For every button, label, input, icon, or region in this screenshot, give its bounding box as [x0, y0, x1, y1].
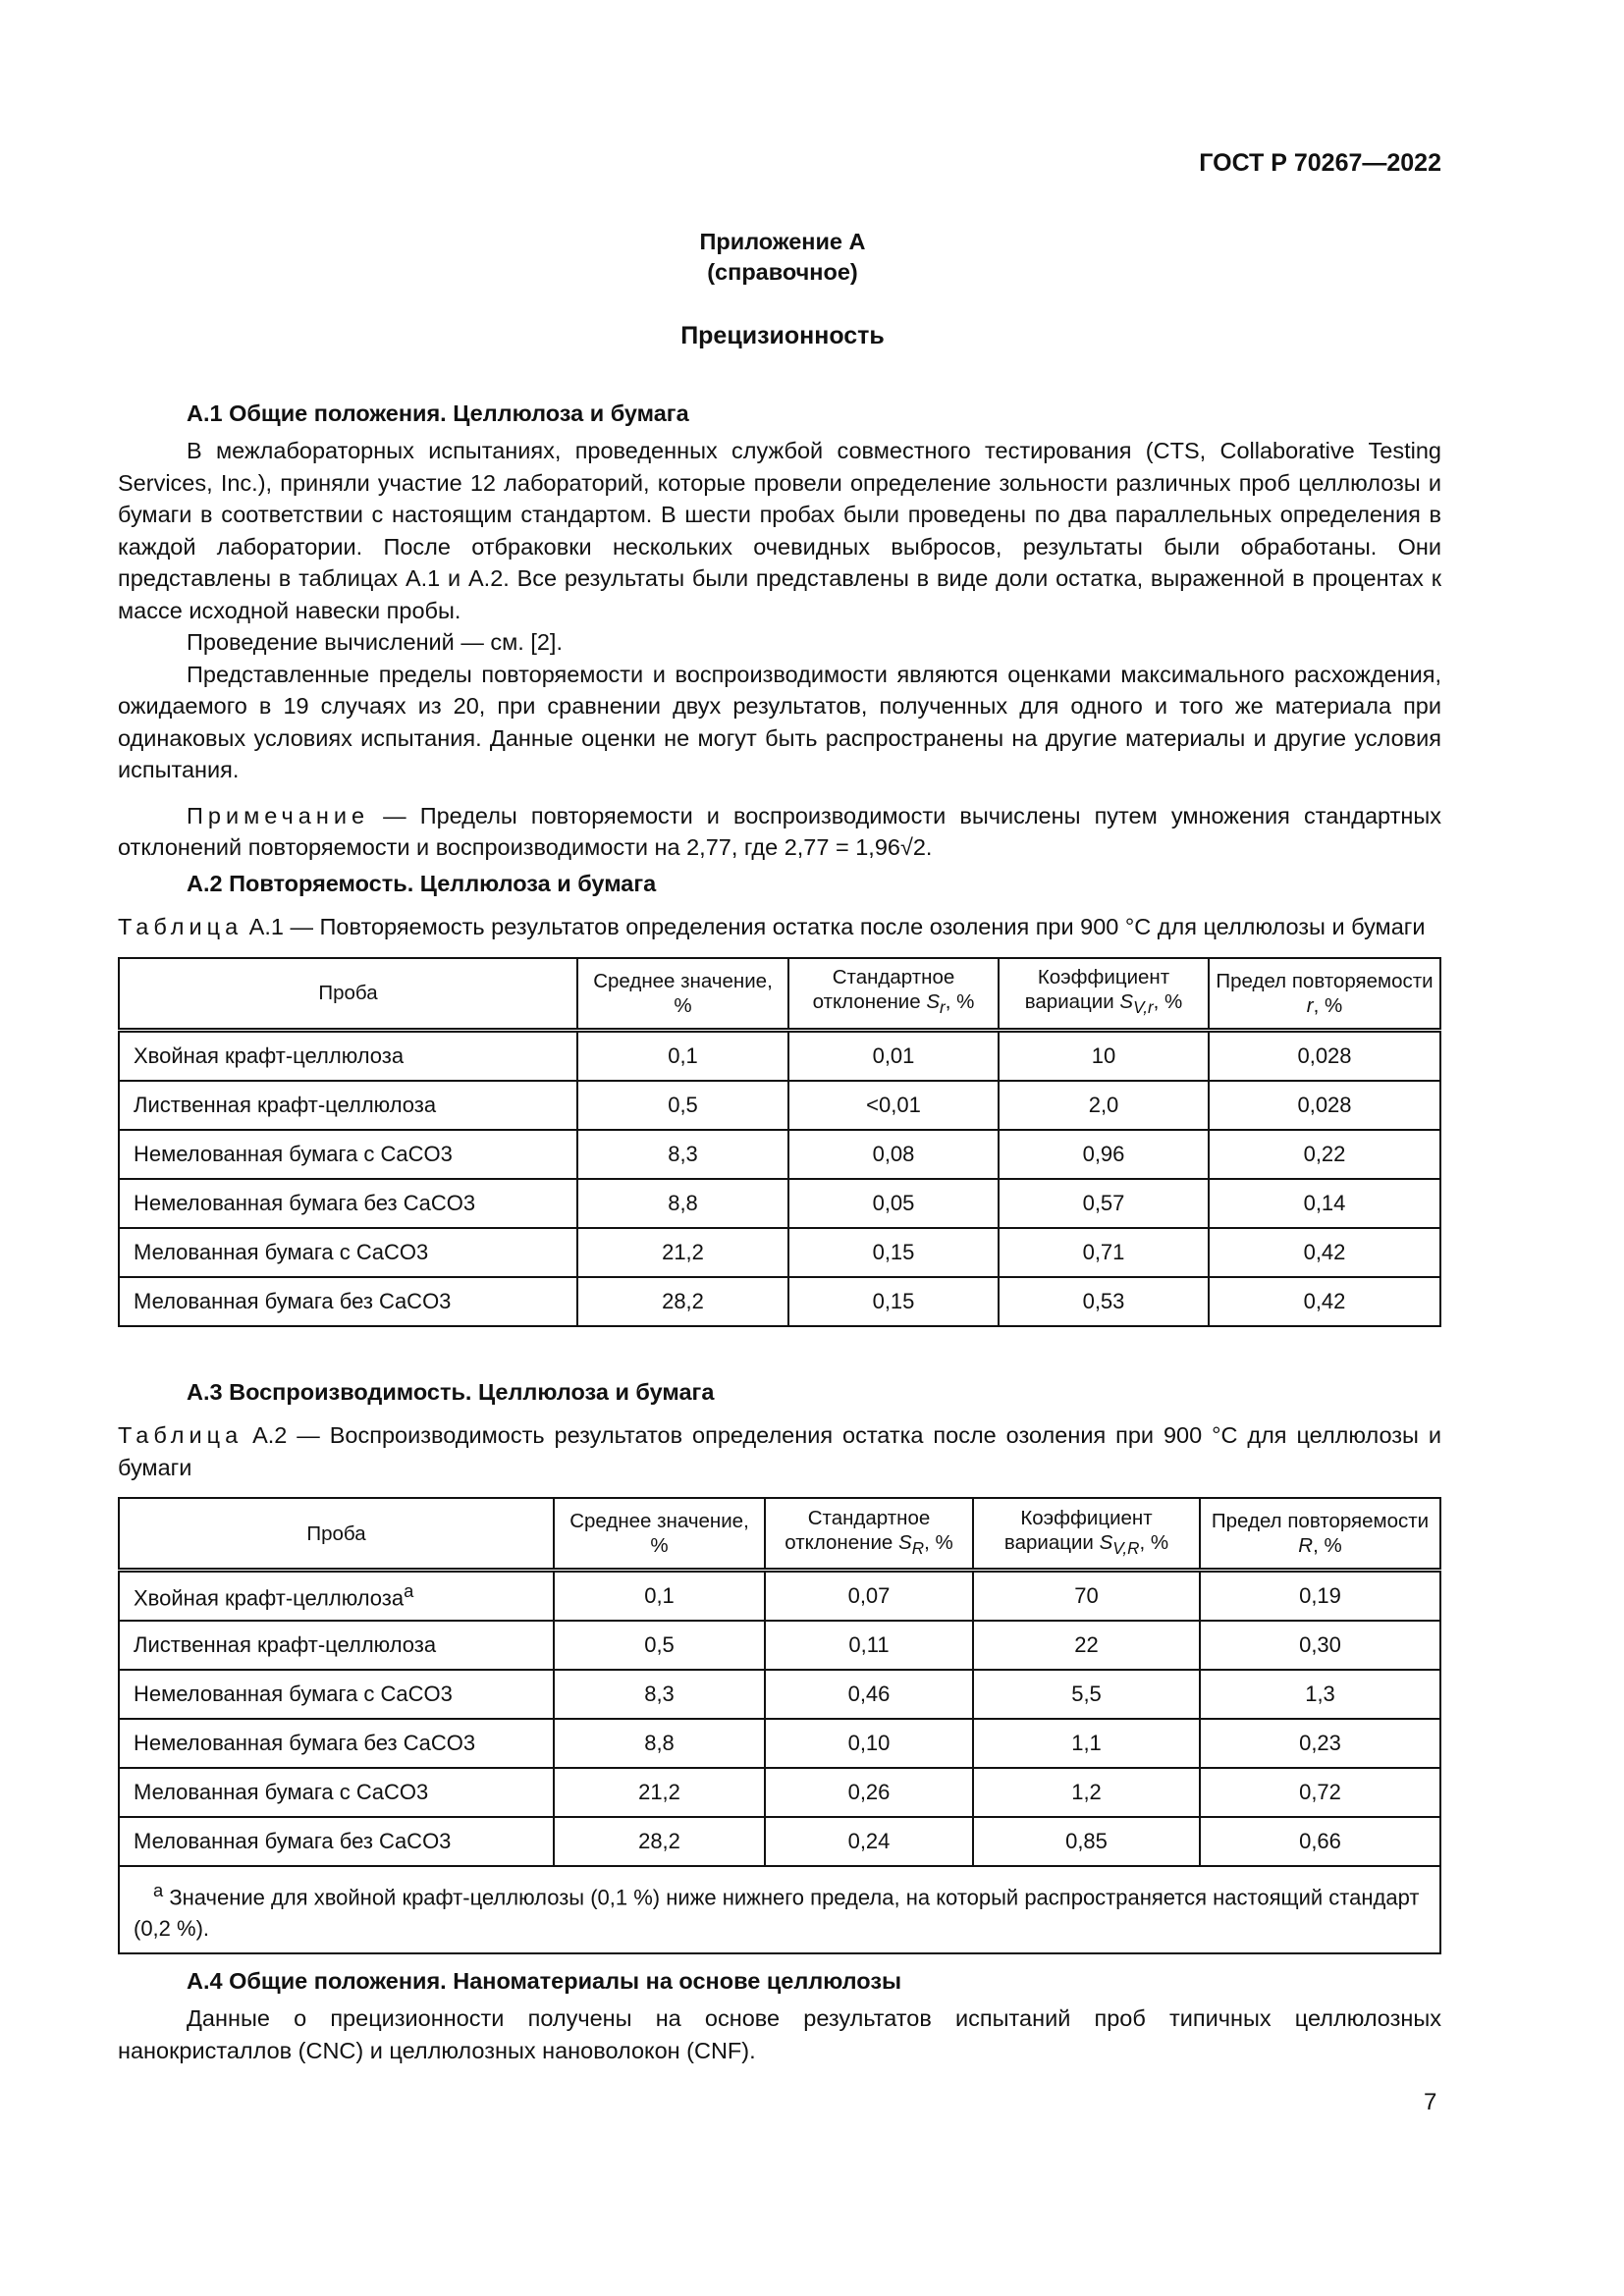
value-cell: 0,71 [999, 1228, 1209, 1277]
value-cell: 0,08 [788, 1130, 999, 1179]
value-cell: 0,96 [999, 1130, 1209, 1179]
value-cell: 0,26 [765, 1768, 973, 1817]
column-header: Коэффициент вариации $S_{V,r}$, % [999, 958, 1209, 1031]
value-cell: 0,30 [1200, 1621, 1440, 1670]
table-a1 [118, 957, 1441, 1327]
value-cell: 8,8 [554, 1719, 765, 1768]
column-header: Коэффициент вариации $S_{V,R}$, % [973, 1498, 1200, 1571]
sample-name-cell: Лиственная крафт-целлюлоза [119, 1621, 554, 1670]
sample-name-cell: Немелованная бумага без CaCO3 [119, 1719, 554, 1768]
value-cell: 0,14 [1209, 1179, 1440, 1228]
value-cell: 0,028 [1209, 1030, 1440, 1081]
page-number: 7 [1424, 2089, 1437, 2115]
value-cell: 0,1 [554, 1571, 765, 1622]
table-row [119, 1817, 1440, 1866]
appendix-subtitle: (справочное) [707, 259, 858, 285]
sample-name-cell: Немелованная бумага с CaCO3 [119, 1130, 577, 1179]
value-cell: 8,3 [577, 1130, 788, 1179]
value-cell: 1,3 [1200, 1670, 1440, 1719]
value-cell: 28,2 [577, 1277, 788, 1326]
table-row [119, 1277, 1440, 1326]
table-row [119, 1130, 1440, 1179]
sample-name-cell: Хвойная крафт-целлюлоза [119, 1030, 577, 1081]
value-cell: 0,53 [999, 1277, 1209, 1326]
sample-name-cell: Мелованная бумага без CaCO3 [119, 1817, 554, 1866]
column-header: Предел повторяемости r, % [1209, 958, 1440, 1031]
value-cell: 21,2 [577, 1228, 788, 1277]
column-header: Стандартное отклонение $S_r$, % [788, 958, 999, 1031]
a3-heading: А.3 Воспроизводимость. Целлюлоза и бумага [187, 1379, 715, 1405]
appendix-title: Приложение А [699, 229, 866, 254]
value-cell: 0,72 [1200, 1768, 1440, 1817]
section-heading: Прецизионность [680, 322, 885, 349]
table-a2 [118, 1497, 1441, 1954]
a1-heading: А.1 Общие положения. Целлюлоза и бумага [187, 400, 689, 426]
a1-note [118, 800, 1441, 864]
sample-name-cell: Немелованная бумага с CaCO3 [119, 1670, 554, 1719]
table-row [119, 1179, 1440, 1228]
value-cell: 5,5 [973, 1670, 1200, 1719]
value-cell: 28,2 [554, 1817, 765, 1866]
footnote-text: Значение для хвойной крафт-целлюлозы (0,1 %) ниже нижнего предела, на который распространяется настоящий стандарт (0,2 %). [134, 1885, 1420, 1942]
column-header: Предел повторяемости R, % [1200, 1498, 1440, 1571]
value-cell: 0,46 [765, 1670, 973, 1719]
column-header: Среднее значение, % [554, 1498, 765, 1571]
caption-label: Таблица [118, 914, 244, 939]
sample-name-cell: Мелованная бумага с CaCO3 [119, 1768, 554, 1817]
value-cell: 0,1 [577, 1030, 788, 1081]
value-cell: 21,2 [554, 1768, 765, 1817]
table-row [119, 1030, 1440, 1081]
footnote-mark: a [153, 1880, 164, 1900]
value-cell: 0,22 [1209, 1130, 1440, 1179]
sample-name-cell: Лиственная крафт-целлюлоза [119, 1081, 577, 1130]
caption-label: Таблица [118, 1422, 244, 1448]
table-a2-caption [118, 1419, 1441, 1483]
a1-paragraph: Проведение вычислений — см. [2]. [187, 629, 563, 655]
sample-name-cell: Хвойная крафт-целлюлоза$^a$ [119, 1571, 554, 1622]
column-header: Проба [119, 1498, 554, 1571]
value-cell: 22 [973, 1621, 1200, 1670]
value-cell: 0,11 [765, 1621, 973, 1670]
column-header: Стандартное отклонение $S_R$, % [765, 1498, 973, 1571]
section-a3 [118, 1379, 1441, 1954]
value-cell: 0,19 [1200, 1571, 1440, 1622]
value-cell: 0,01 [788, 1030, 999, 1081]
value-cell: 0,07 [765, 1571, 973, 1622]
a1-paragraph: В межлабораторных испытаниях, проведенных службой совместного тестирования (CTS, Collaborative Testing Services, Inc.), приняли участие 12 лабораторий, которые провели определение зольности различных проб целлюлозы и бумаги в соответствии с настоящим стандартом. В шести пробах были проведены по два параллельных определения в каждой лаборатории. После отбраковки нескольких очевидных выбросов, результаты были обработаны. Они представлены в таблицах А.1 и А.2. Все результаты были представлены в виде доли остатка, выраженной в процентах к массе исходной навески пробы. [118, 438, 1441, 623]
table-row [119, 1719, 1440, 1768]
value-cell: 1,2 [973, 1768, 1200, 1817]
table-row [119, 1571, 1440, 1622]
value-cell: 0,57 [999, 1179, 1209, 1228]
value-cell: 8,3 [554, 1670, 765, 1719]
note-text: — Пределы повторяемости и воспроизводимости вычислены путем умножения стандартных отклонений повторяемости и воспроизводимости на 2,77, где 2,77 = 1,96√2. [118, 802, 1441, 860]
document-header: ГОСТ Р 70267—2022 [1199, 149, 1441, 177]
value-cell: 0,05 [788, 1179, 999, 1228]
sample-name-cell: Немелованная бумага без CaCO3 [119, 1179, 577, 1228]
value-cell: 0,5 [554, 1621, 765, 1670]
table-row [119, 1081, 1440, 1130]
caption-text: А.1 — Повторяемость результатов определения остатка после озоления при 900 °С для целлюлозы и бумаги [243, 914, 1426, 939]
value-cell: 0,10 [765, 1719, 973, 1768]
table-row [119, 1621, 1440, 1670]
table-row [119, 1768, 1440, 1817]
table-footnote [119, 1866, 1440, 1953]
a2-heading: А.2 Повторяемость. Целлюлоза и бумага [187, 871, 657, 896]
value-cell: 0,15 [788, 1228, 999, 1277]
value-cell: 0,5 [577, 1081, 788, 1130]
note-label: Примечание [187, 802, 370, 828]
value-cell: 0,24 [765, 1817, 973, 1866]
value-cell: 0,66 [1200, 1817, 1440, 1866]
caption-text: А.2 — Воспроизводимость результатов определения остатка после озоления при 900 °С для целлюлозы и бумаги [118, 1422, 1441, 1480]
value-cell: 70 [973, 1571, 1200, 1622]
a1-paragraph: Представленные пределы повторяемости и воспроизводимости являются оценками максимального расхождения, ожидаемого в 19 случаях из 20, при сравнении двух результатов, полученных для одного и того же материала при одинаковых условиях испытания. Данные оценки не могут быть распространены на другие материалы и другие условия испытания. [118, 661, 1441, 782]
column-header: Проба [119, 958, 577, 1031]
value-cell: 2,0 [999, 1081, 1209, 1130]
table-row [119, 1228, 1440, 1277]
section-a1 [118, 400, 1441, 864]
value-cell: 0,85 [973, 1817, 1200, 1866]
value-cell: 0,42 [1209, 1228, 1440, 1277]
section-a2 [118, 871, 1441, 1327]
table-row [119, 1670, 1440, 1719]
value-cell: 1,1 [973, 1719, 1200, 1768]
a4-heading: А.4 Общие положения. Наноматериалы на основе целлюлозы [187, 1968, 902, 1994]
sample-name-cell: Мелованная бумага с CaCO3 [119, 1228, 577, 1277]
sample-name-cell: Мелованная бумага без CaCO3 [119, 1277, 577, 1326]
section-a4 [118, 1968, 1441, 2066]
value-cell: 10 [999, 1030, 1209, 1081]
table-a1-caption [118, 911, 1441, 943]
column-header: Среднее значение, % [577, 958, 788, 1031]
a4-paragraph: Данные о прецизионности получены на основе результатов испытаний проб типичных целлюлозных нанокристаллов (CNC) и целлюлозных нановолокон (CNF). [118, 2005, 1441, 2063]
value-cell: 0,15 [788, 1277, 999, 1326]
value-cell: 0,42 [1209, 1277, 1440, 1326]
value-cell: <0,01 [788, 1081, 999, 1130]
value-cell: 8,8 [577, 1179, 788, 1228]
value-cell: 0,028 [1209, 1081, 1440, 1130]
value-cell: 0,23 [1200, 1719, 1440, 1768]
